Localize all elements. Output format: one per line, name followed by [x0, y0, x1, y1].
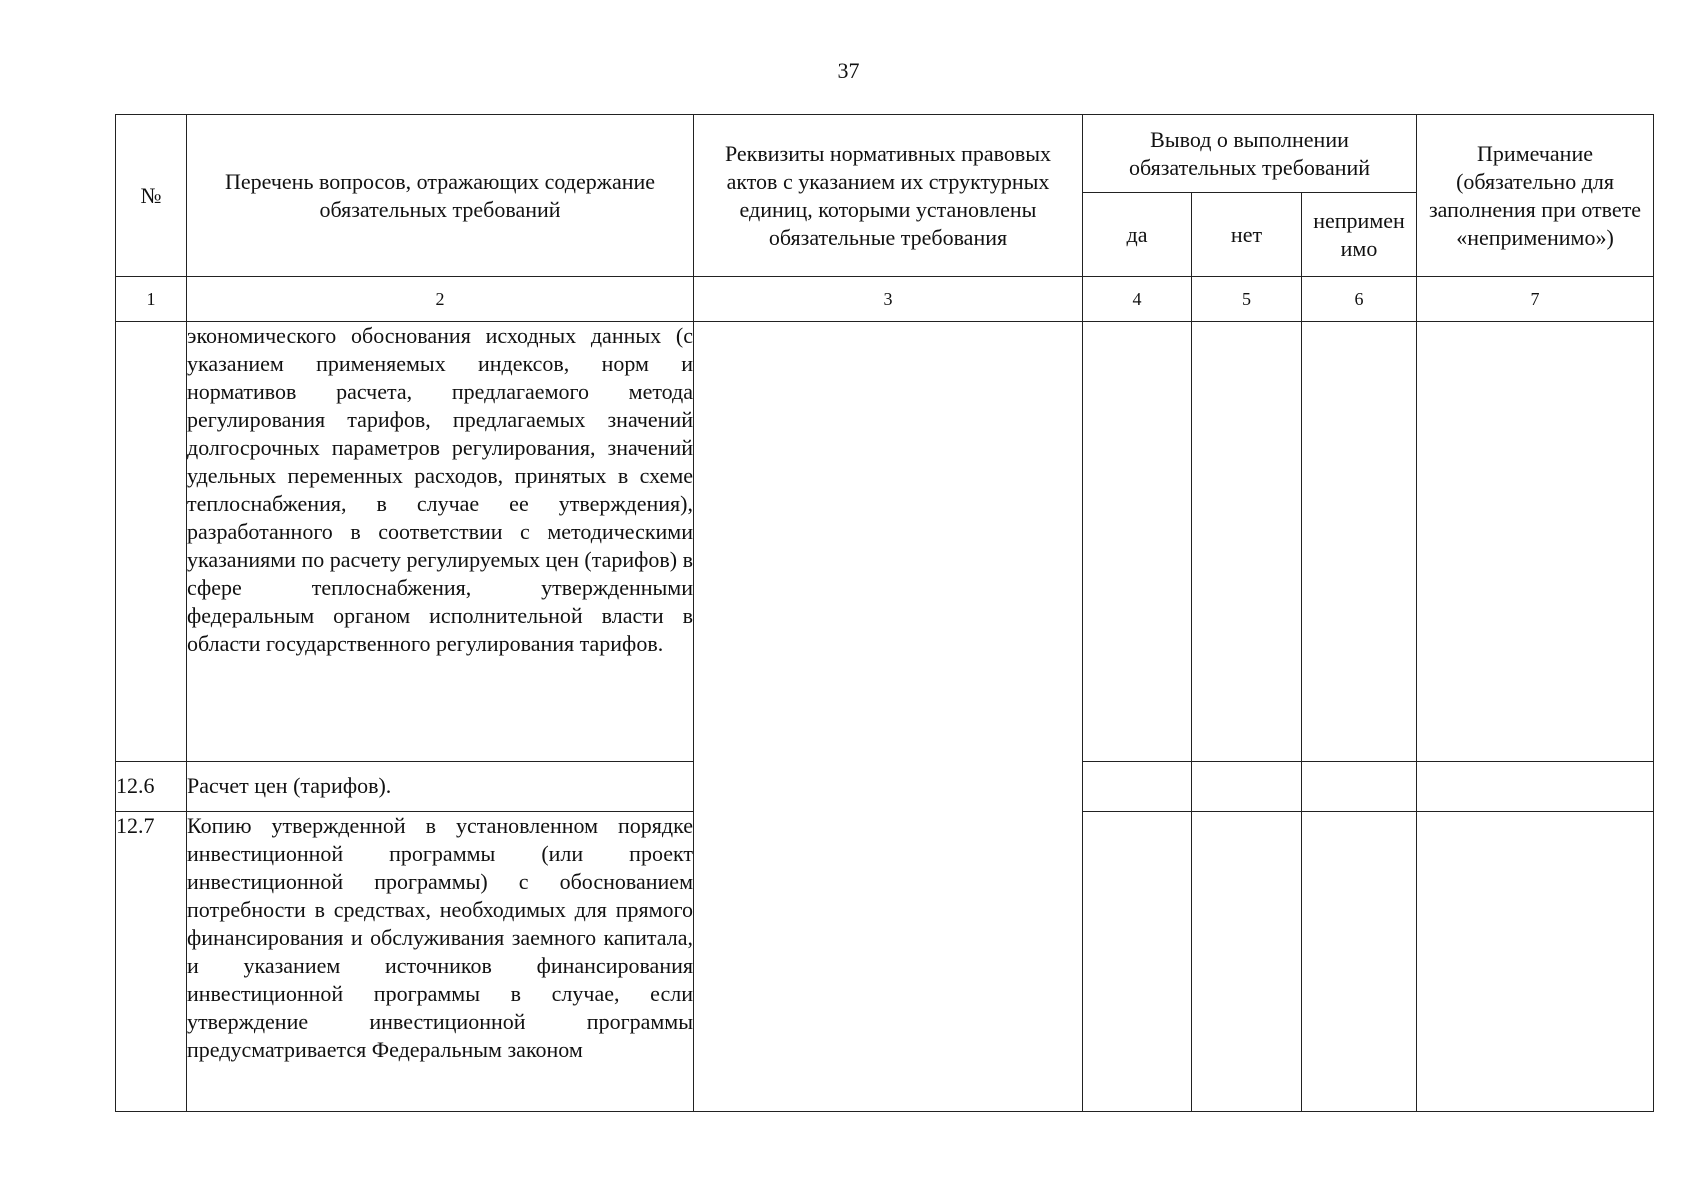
row-question-text [187, 812, 694, 1112]
yes-cell[interactable] [1083, 812, 1192, 1112]
column-number-5: 5 [1192, 277, 1302, 322]
row-number [116, 322, 187, 762]
column-number-7: 7 [1417, 277, 1654, 322]
not-applicable-cell[interactable] [1302, 322, 1417, 762]
column-number-2: 2 [187, 277, 694, 322]
row-question-text: Расчет цен (тарифов). [187, 762, 694, 812]
header-not-applicable [1302, 193, 1417, 277]
requisites-cell [694, 322, 1083, 1112]
row-question-text: экономического обоснования исходных данных (с указанием применяемых индексов, норм и нормативов расчета, предлагаемого метода регулирования тарифов, предлагаемых значений долгосрочных параметров регулирования, значений удельных переменных расходов, принятых в схеме теплоснабжения, в случае ее утверждения), разработанного в соответствии с методическими указаниями по расчету регулируемых цен (тарифов) в сфере теплоснабжения, утвержденными федеральным органом исполнительной власти в области государственного регулирования тарифов. [187, 322, 694, 762]
header-requisites: Реквизиты нормативных правовых актов с указанием их структурных единиц, которыми установлены обязательные требования [694, 115, 1083, 277]
note-cell[interactable] [1417, 812, 1654, 1112]
note-cell[interactable] [1417, 322, 1654, 762]
column-number-4: 4 [1083, 277, 1192, 322]
no-cell[interactable] [1192, 762, 1302, 812]
header-not-applicable-line1: непримен [1313, 207, 1405, 233]
header-conclusion: Вывод о выполнении обязательных требований [1083, 115, 1417, 193]
header-number: № [116, 115, 187, 277]
not-applicable-cell[interactable] [1302, 812, 1417, 1112]
yes-cell[interactable] [1083, 322, 1192, 762]
header-not-applicable-line2: имо [1340, 235, 1378, 261]
yes-cell[interactable] [1083, 762, 1192, 812]
header-note: Примечание (обязательно для заполнения при ответе «неприменимо») [1417, 115, 1654, 277]
column-number-6: 6 [1302, 277, 1417, 322]
header-no-answer: нет [1192, 193, 1302, 277]
table-row [116, 322, 1654, 762]
no-cell[interactable] [1192, 812, 1302, 1112]
row-number: 12.7 [116, 812, 187, 1112]
note-cell[interactable] [1417, 762, 1654, 812]
no-cell[interactable] [1192, 322, 1302, 762]
column-number-3: 3 [694, 277, 1083, 322]
header-yes: да [1083, 193, 1192, 277]
row-question-text-content: Копию утвержденной в установленном порядке инвестиционной программы (или проект инвестиционной программы) с обоснованием потребности в средствах, необходимых для прямого финансирования и обслуживания заемного капитала, и указанием источников финансирования инвестиционной программы в случае, если утверждение инвестиционной программы предусматривается Федеральным законом [187, 813, 693, 1062]
page-number: 37 [837, 58, 860, 83]
header-questions: Перечень вопросов, отражающих содержание обязательных требований [187, 115, 694, 277]
row-number: 12.6 [116, 762, 187, 812]
column-number-1: 1 [116, 277, 187, 322]
not-applicable-cell[interactable] [1302, 762, 1417, 812]
column-numbers-row [116, 277, 1654, 322]
requirements-table [115, 114, 1654, 1112]
